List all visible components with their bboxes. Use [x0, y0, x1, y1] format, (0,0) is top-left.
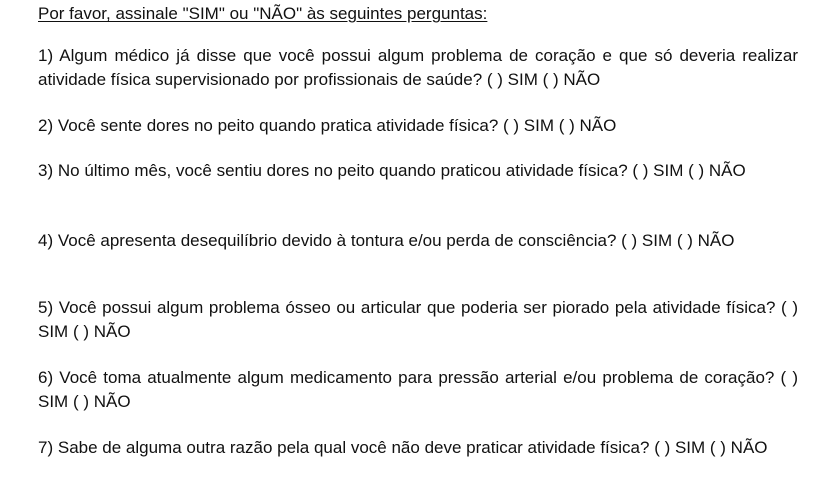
- question-2: [38, 114, 798, 138]
- question-text: Algum médico já disse que você possui algum problema de coração e que só deveria realizar atividade física supervisionado por profissionais de saúde? ( ) SIM ( ) NÃO: [38, 46, 798, 89]
- question-7: [38, 436, 798, 460]
- question-number: 6): [38, 368, 54, 387]
- question-number: 2): [38, 116, 54, 135]
- question-text: No último mês, você sentiu dores no peito quando praticou atividade física? ( ) SIM ( ) NÃO: [57, 161, 746, 180]
- question-text: Você toma atualmente algum medicamento para pressão arterial e/ou problema de coração? ( ) SIM ( ) NÃO: [38, 368, 799, 411]
- question-text: Sabe de alguma outra razão pela qual você não deve praticar atividade física? ( ) SIM ( ) NÃO: [57, 438, 768, 457]
- instruction-heading: Por favor, assinale "SIM" ou "NÃO" às seguintes perguntas:: [38, 4, 488, 23]
- question-5: [38, 296, 798, 344]
- question-text: Você apresenta desequilíbrio devido à tontura e/ou perda de consciência? ( ) SIM ( ) NÃO: [57, 231, 735, 250]
- question-number: 1): [38, 46, 54, 65]
- question-number: 7): [38, 438, 54, 457]
- question-6: [38, 366, 798, 414]
- question-3: [38, 159, 798, 183]
- question-1: [38, 44, 798, 92]
- questionnaire: [38, 0, 799, 457]
- question-number: 4): [38, 231, 54, 250]
- question-text: Você sente dores no peito quando pratica atividade física? ( ) SIM ( ) NÃO: [57, 116, 617, 135]
- question-text: Você possui algum problema ósseo ou articular que poderia ser piorado pela atividade física? ( ) SIM ( ) NÃO: [38, 298, 798, 341]
- question-number: 5): [38, 298, 54, 317]
- question-4: [38, 229, 798, 253]
- question-number: 3): [38, 161, 54, 180]
